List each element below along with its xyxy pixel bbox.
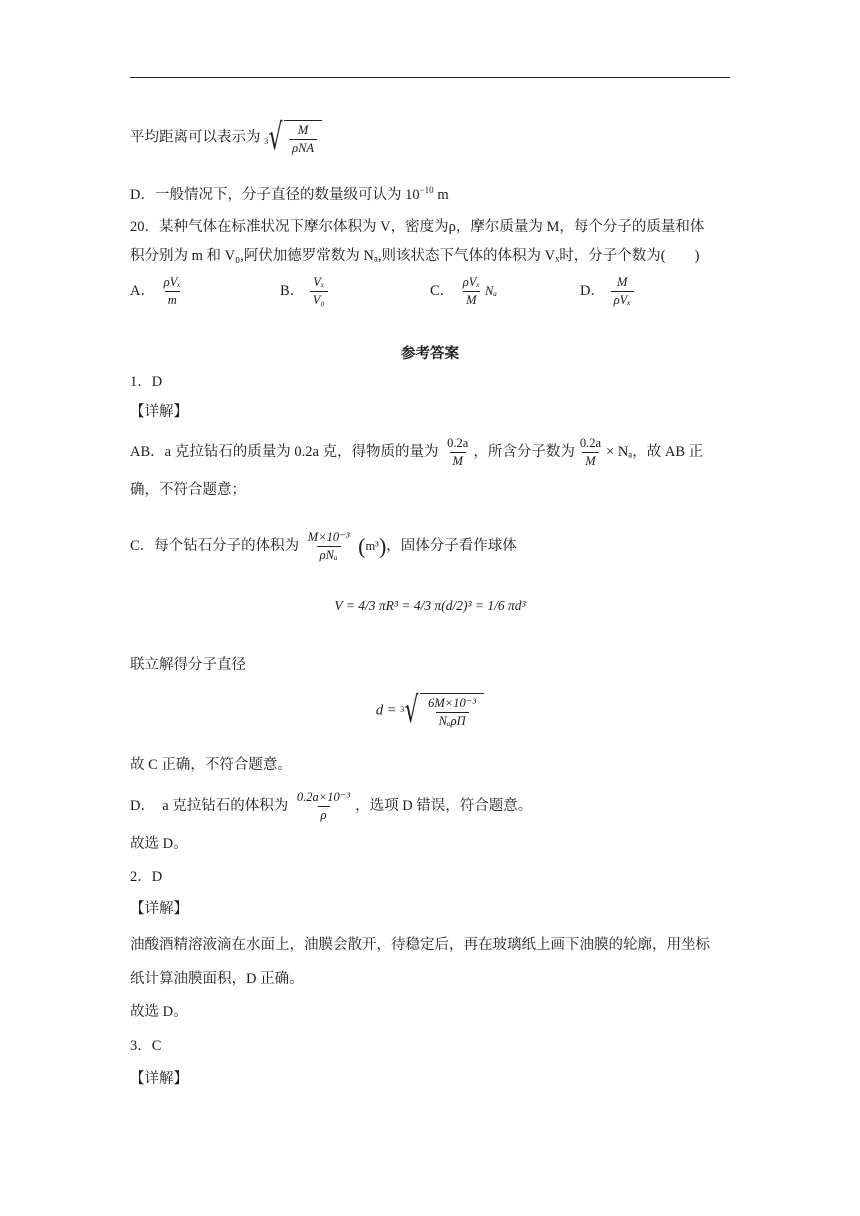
text: ，所含分子数为: [473, 443, 575, 460]
frac-den: NₐρΠ: [436, 712, 469, 728]
cube-root: 3 √ $\frac{\text{6M×10⁻³}}{\text{NₐρΠ}}$: [400, 693, 484, 729]
text: ，固体分子看作球体: [386, 537, 517, 554]
opt-d-exp: −10: [419, 185, 434, 195]
opt-tail: Nₐ: [484, 283, 497, 298]
answer-3-label: 3．C: [130, 1038, 162, 1054]
q20-option-a: [130, 276, 186, 307]
cube-root: 3 √ $\frac{M}{\text{ρNA}}$: [264, 120, 322, 156]
answer-2-label: 2．D: [130, 869, 163, 885]
opt-label: B．: [280, 282, 305, 299]
answer-1-d: [130, 791, 532, 822]
answer-3-detail: 【详解】: [130, 1071, 188, 1087]
text: D． a 克拉钻石的体积为: [130, 797, 289, 814]
frac-num: 0.2a: [447, 436, 469, 450]
answer-1-c-end: 故 C 正确，不符合题意。: [130, 757, 292, 773]
text: AB．: [130, 443, 165, 460]
frac-num: 0.2a: [579, 436, 602, 450]
equation-diameter: [0, 690, 860, 731]
equation-sphere-volume: V = 4/3 πR³ = 4/3 π(d/2)³ = 1/6 πd³: [334, 598, 526, 613]
opt-label: D．: [580, 282, 605, 299]
frac-den: m: [165, 291, 180, 307]
q19-option-d: [130, 180, 449, 205]
frac-num: ρVₓ: [462, 275, 480, 289]
frac-num: M×10⁻³: [307, 530, 350, 544]
answers-heading: 参考答案: [401, 346, 459, 362]
answer-2-detail: 【详解】: [130, 901, 188, 917]
q19-tail-text: 平均距离可以表示为: [130, 129, 261, 146]
answer-1-combine: 联立解得分子直径: [130, 657, 246, 673]
q20-line2: 积分别为 m 和 V₀,阿伏加德罗常数为 Nₐ,则该状态下气体的体积为 Vₓ时，分子个数为( ): [130, 248, 700, 264]
header-rule: [130, 77, 730, 78]
answer-1-ab: [130, 437, 703, 468]
frac-num: 0.2a×10⁻³: [296, 790, 351, 804]
q20-line1: 20．某种气体在标准状况下摩尔体积为 V，密度为ρ，摩尔质量为 M，每个分子的质量和体: [130, 219, 705, 235]
frac-den: M: [463, 291, 479, 307]
answer-1-choose: 故选 D。: [130, 836, 188, 852]
frac-den: ρNₐ: [317, 546, 341, 562]
answer-1-c: C．每个钻石分子的体积为 $\frac{\text{M×10⁻³}}{\text{ρNₐ}}$ (m³)，固体分子看作球体: [130, 530, 517, 563]
frac-den: V₀: [310, 291, 328, 307]
frac-num: M: [297, 122, 309, 137]
frac-num: M: [616, 275, 628, 289]
opt-label: A．: [130, 282, 155, 299]
frac-den: M: [582, 452, 598, 468]
eq-lhs: d =: [375, 702, 397, 719]
frac-den: M: [450, 452, 466, 468]
frac-den: ρNA: [289, 139, 317, 155]
q19-tail: [130, 117, 322, 158]
text: ，选项 D 错误，符合题意。: [355, 797, 533, 814]
opt-label: C．: [430, 282, 455, 299]
answer-2-line1: 油酸酒精溶液滴在水面上，油膜会散开，待稳定后，再在玻璃纸上画下油膜的轮廓，用坐标: [130, 937, 710, 953]
frac-num: ρVₓ: [163, 275, 181, 289]
text: a 克拉钻石的质量为 0.2a 克，得物质的量为: [164, 443, 439, 460]
frac-den: ρVₓ: [611, 291, 634, 307]
text: × Nₐ，故 AB 正: [606, 443, 704, 460]
opt-d-unit: m: [433, 187, 449, 203]
answer-2-choose: 故选 D。: [130, 1004, 188, 1020]
q20-option-b: [280, 276, 330, 307]
frac-den: ρ: [318, 806, 330, 822]
unit: m³: [365, 538, 379, 553]
frac-num: Vₓ: [313, 275, 325, 289]
text: C．每个钻石分子的体积为: [130, 537, 300, 554]
opt-d-text: D．一般情况下，分子直径的数量级可认为 10: [130, 187, 420, 203]
q20-option-c: [430, 276, 497, 307]
answer-2-line2: 纸计算油膜面积，D 正确。: [130, 971, 304, 987]
answer-1-ab-line2: 确，不符合题意；: [130, 482, 246, 498]
answer-1-label: 1．D: [130, 374, 163, 390]
q20-option-d: [580, 276, 636, 307]
answer-1-detail: 【详解】: [130, 404, 188, 420]
frac-num: 6M×10⁻³: [428, 695, 477, 710]
